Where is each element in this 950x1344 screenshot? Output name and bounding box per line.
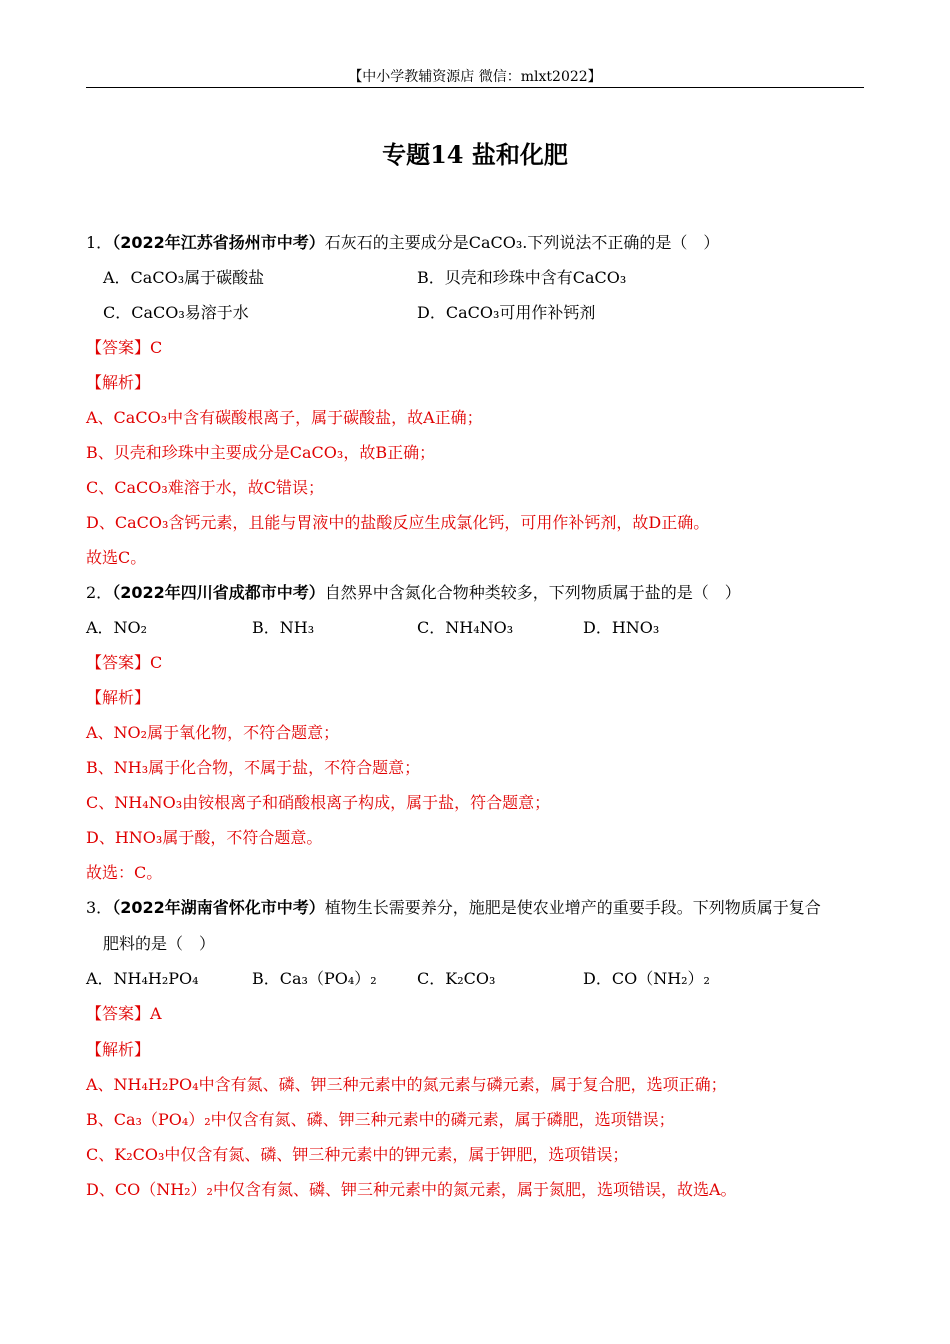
option-c: C．NH₄NO₃	[417, 618, 514, 637]
question-stem-continued: 肥料的是（ ）	[103, 934, 216, 953]
option-c: C．CaCO₃易溶于水	[103, 303, 249, 322]
analysis-line: A、CaCO₃中含有碳酸根离子，属于碳酸盐，故A正确；	[86, 408, 483, 427]
analysis-label: 【解析】	[86, 373, 151, 392]
analysis-line: B、贝壳和珍珠中主要成分是CaCO₃，故B正确；	[86, 443, 436, 462]
answer: 【答案】C	[86, 653, 163, 672]
option-c: C．K₂CO₃	[417, 969, 496, 988]
analysis-line: C、K₂CO₃中仅含有氮、磷、钾三种元素中的钾元素，属于钾肥，选项错误；	[86, 1145, 629, 1164]
conclusion: 故选C。	[86, 548, 147, 567]
option-a: A．NO₂	[86, 618, 148, 637]
conclusion: 故选：C。	[86, 863, 163, 882]
option-a: A．CaCO₃属于碳酸盐	[103, 268, 265, 287]
question-number: 2．	[86, 583, 113, 602]
option-d: D．HNO₃	[583, 618, 660, 637]
analysis-line: B、NH₃属于化合物，不属于盐，不符合题意；	[86, 758, 421, 777]
analysis-label: 【解析】	[86, 1040, 151, 1059]
option-a: A．NH₄H₂PO₄	[86, 969, 199, 988]
question-source: （2022年湖南省怀化市中考）	[112, 898, 325, 917]
answer: 【答案】C	[86, 338, 163, 357]
page-header: 【中小学教辅资源店 微信：mlxt2022】	[348, 69, 602, 85]
question-1	[86, 232, 719, 254]
answer: 【答案】A	[86, 1004, 162, 1023]
page-title: 专题14 盐和化肥	[382, 140, 568, 169]
analysis-label: 【解析】	[86, 688, 151, 707]
option-b: B．NH₃	[252, 618, 315, 637]
question-number: 3．	[86, 898, 113, 917]
analysis-line: C、NH₄NO₃由铵根离子和硝酸根离子构成，属于盐，符合题意；	[86, 793, 551, 812]
option-b: B．Ca₃（PO₄）₂	[252, 969, 377, 988]
analysis-line: D、CO（NH₂）₂中仅含有氮、磷、钾三种元素中的氮元素，属于氮肥，选项错误，故选A。	[86, 1180, 737, 1199]
question-2	[86, 582, 741, 604]
question-stem: 石灰石的主要成分是CaCO₃.下列说法不正确的是（ ）	[324, 233, 720, 252]
analysis-line: D、HNO₃属于酸，不符合题意。	[86, 828, 323, 847]
question-stem: 自然界中含氮化合物种类较多，下列物质属于盐的是（ ）	[324, 583, 741, 602]
option-b: B．贝壳和珍珠中含有CaCO₃	[417, 268, 627, 287]
question-stem: 植物生长需要养分，施肥是使农业增产的重要手段。下列物质属于复合	[324, 898, 821, 917]
option-d: D．CO（NH₂）₂	[583, 969, 710, 988]
analysis-line: D、CaCO₃含钙元素，且能与胃液中的盐酸反应生成氯化钙，可用作补钙剂，故D正确。	[86, 513, 710, 532]
analysis-line: A、NO₂属于氧化物，不符合题意；	[86, 723, 340, 742]
question-number: 1．	[86, 233, 113, 252]
analysis-line: A、NH₄H₂PO₄中含有氮、磷、钾三种元素中的氮元素与磷元素，属于复合肥，选项正确；	[86, 1075, 727, 1094]
option-d: D．CaCO₃可用作补钙剂	[417, 303, 596, 322]
header-rule	[86, 87, 864, 88]
question-3	[86, 897, 821, 919]
question-source: （2022年江苏省扬州市中考）	[112, 233, 325, 252]
analysis-line: C、CaCO₃难溶于水，故C错误；	[86, 478, 325, 497]
question-source: （2022年四川省成都市中考）	[112, 583, 325, 602]
analysis-line: B、Ca₃（PO₄）₂中仅含有氮、磷、钾三种元素中的磷元素，属于磷肥，选项错误；	[86, 1110, 675, 1129]
